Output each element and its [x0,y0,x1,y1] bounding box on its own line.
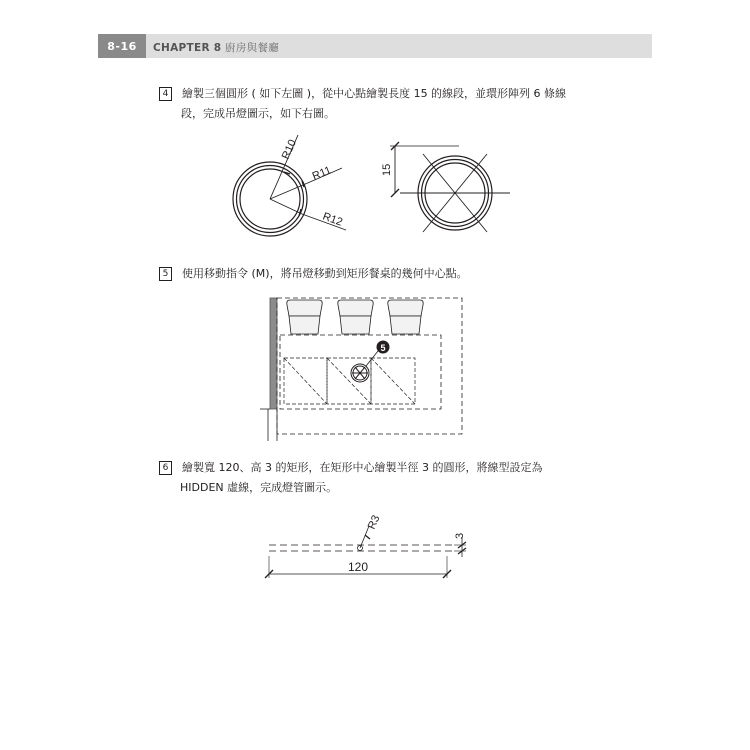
step-5 [159,264,468,284]
step-text-line1: 繪製寬 120、高 3 的矩形，在矩形中心繪製半徑 3 的圓形，將線型設定為 [182,461,543,474]
step-text-line1: 使用移動指令 (M)，將吊燈移動到矩形餐桌的幾何中心點。 [182,267,468,280]
step-6 [159,458,542,498]
chapter-heading [153,40,279,55]
page-number-tab [98,34,146,58]
r3-label: R3 [365,513,383,532]
step-text-line2: HIDDEN 虛線，完成燈管圖示。 [180,481,338,494]
three-circles-figure [225,135,365,245]
step-number-badge: 5 [159,267,172,281]
height-3-label: 3 [454,532,466,539]
width-120-label: 120 [347,560,369,574]
dining-table-plan [260,295,480,445]
wall [270,298,277,409]
step-4 [159,84,566,124]
chandelier-figure [378,135,518,245]
step-number-badge: 4 [159,87,172,101]
r11-label: R11 [310,164,334,183]
step-number-badge: 6 [159,461,172,475]
callout-number: 5 [380,343,386,353]
chapter-label: CHAPTER 8 [153,42,222,54]
page-number: 8-16 [107,39,137,53]
step-text-line2: 段，完成吊燈圖示，如下右圖。 [181,107,335,120]
step-text-line1: 繪製三個圓形 ( 如下左圖 )，從中心點繪製長度 15 的線段，並環形陣列 6 條線 [182,87,567,100]
dimension-15-label: 15 [381,163,393,176]
r10-label: R10 [279,137,299,162]
light-tube-figure [260,505,485,585]
r12-label: R12 [320,210,345,229]
chapter-title: 廚房與餐廳 [225,42,280,54]
chandelier-icon [351,364,369,382]
